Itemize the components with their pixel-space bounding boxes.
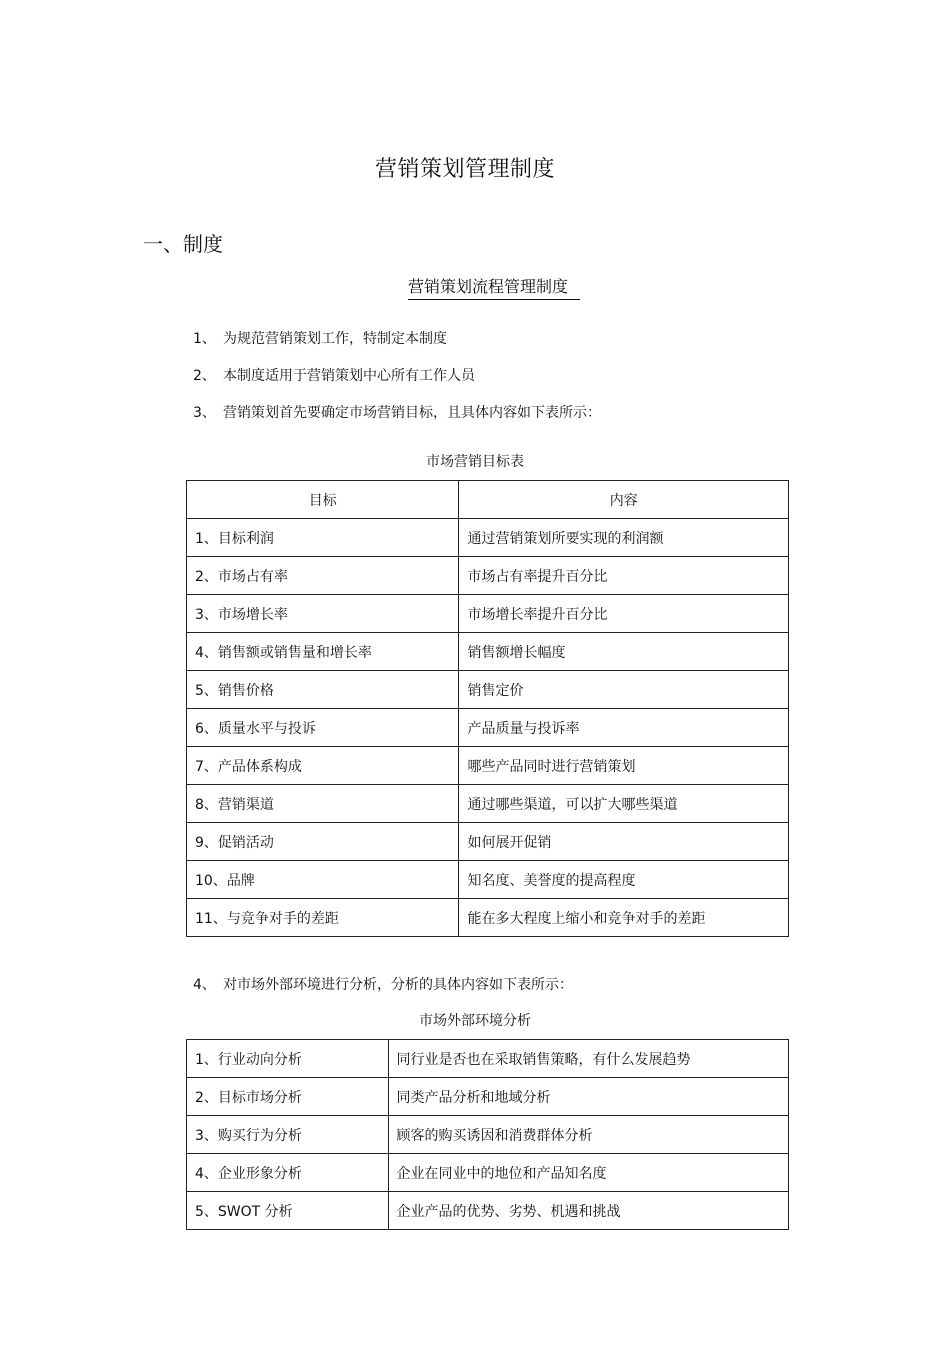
table-row — [187, 899, 789, 937]
external-environment-table — [186, 1039, 789, 1230]
table-cell: 同行业是否也在采取销售策略，有什么发展趋势 — [388, 1040, 788, 1078]
table-cell: 7、产品体系构成 — [187, 747, 459, 785]
paragraph-text: 本制度适用于营销策划中心所有工作人员 — [223, 368, 475, 384]
table-row — [187, 633, 789, 671]
marketing-goals-table — [186, 480, 789, 937]
table-header-cell: 目标 — [187, 481, 459, 519]
paragraph-number: 3、 — [193, 405, 216, 421]
table-row — [187, 1078, 789, 1116]
table-cell: 能在多大程度上缩小和竞争对手的差距 — [459, 899, 789, 937]
table-cell: 企业在同业中的地位和产品知名度 — [388, 1154, 788, 1192]
subsection-title: 营销策划流程管理制度 — [408, 274, 580, 300]
table-row — [187, 1116, 789, 1154]
table-cell: 知名度、美誉度的提高程度 — [459, 861, 789, 899]
table2-caption: 市场外部环境分析 — [419, 1013, 531, 1029]
table-cell: 8、营销渠道 — [187, 785, 459, 823]
table-row — [187, 709, 789, 747]
paragraph-number: 1、 — [193, 331, 216, 347]
table-cell: 1、目标利润 — [187, 519, 459, 557]
table-cell: 企业产品的优势、劣势、机遇和挑战 — [388, 1192, 788, 1230]
table-cell: 2、目标市场分析 — [187, 1078, 389, 1116]
table-row — [187, 519, 789, 557]
paragraph-2 — [193, 365, 475, 385]
table-row — [187, 785, 789, 823]
table-cell: 销售定价 — [459, 671, 789, 709]
table-row — [187, 557, 789, 595]
table-cell: 5、SWOT 分析 — [187, 1192, 389, 1230]
paragraph-number: 2、 — [193, 368, 216, 384]
table-cell: 哪些产品同时进行营销策划 — [459, 747, 789, 785]
table-header-cell: 内容 — [459, 481, 789, 519]
table-row — [187, 861, 789, 899]
table-cell: 4、企业形象分析 — [187, 1154, 389, 1192]
table-cell: 市场占有率提升百分比 — [459, 557, 789, 595]
table-cell: 4、销售额或销售量和增长率 — [187, 633, 459, 671]
table-row — [187, 671, 789, 709]
table-cell: 3、市场增长率 — [187, 595, 459, 633]
table-row — [187, 1154, 789, 1192]
table-cell: 6、质量水平与投诉 — [187, 709, 459, 747]
table-cell: 如何展开促销 — [459, 823, 789, 861]
table-row — [187, 595, 789, 633]
paragraph-1 — [193, 328, 447, 348]
paragraph-4 — [193, 974, 573, 994]
table-cell: 9、促销活动 — [187, 823, 459, 861]
paragraph-number: 4、 — [193, 977, 216, 993]
table-cell: 通过营销策划所要实现的利润额 — [459, 519, 789, 557]
paragraph-text: 对市场外部环境进行分析，分析的具体内容如下表所示： — [223, 977, 573, 993]
table-cell: 同类产品分析和地域分析 — [388, 1078, 788, 1116]
table-row — [187, 747, 789, 785]
paragraph-text: 为规范营销策划工作，特制定本制度 — [223, 331, 447, 347]
table-row — [187, 1192, 789, 1230]
table-cell: 产品质量与投诉率 — [459, 709, 789, 747]
document-title: 营销策划管理制度 — [374, 157, 555, 182]
table-cell: 通过哪些渠道，可以扩大哪些渠道 — [459, 785, 789, 823]
table-cell: 3、购买行为分析 — [187, 1116, 389, 1154]
table-cell: 1、行业动向分析 — [187, 1040, 389, 1078]
table1-caption: 市场营销目标表 — [426, 454, 524, 470]
table-cell: 5、销售价格 — [187, 671, 459, 709]
table-cell: 10、品牌 — [187, 861, 459, 899]
table-header-row — [187, 481, 789, 519]
table-row — [187, 823, 789, 861]
table-cell: 11、与竞争对手的差距 — [187, 899, 459, 937]
paragraph-text: 营销策划首先要确定市场营销目标，且具体内容如下表所示： — [223, 405, 601, 421]
table-cell: 销售额增长幅度 — [459, 633, 789, 671]
paragraph-3 — [193, 402, 601, 422]
section-heading: 一、制度 — [143, 232, 223, 256]
table-cell: 市场增长率提升百分比 — [459, 595, 789, 633]
table-cell: 2、市场占有率 — [187, 557, 459, 595]
table-cell: 顾客的购买诱因和消费群体分析 — [388, 1116, 788, 1154]
table-row — [187, 1040, 789, 1078]
